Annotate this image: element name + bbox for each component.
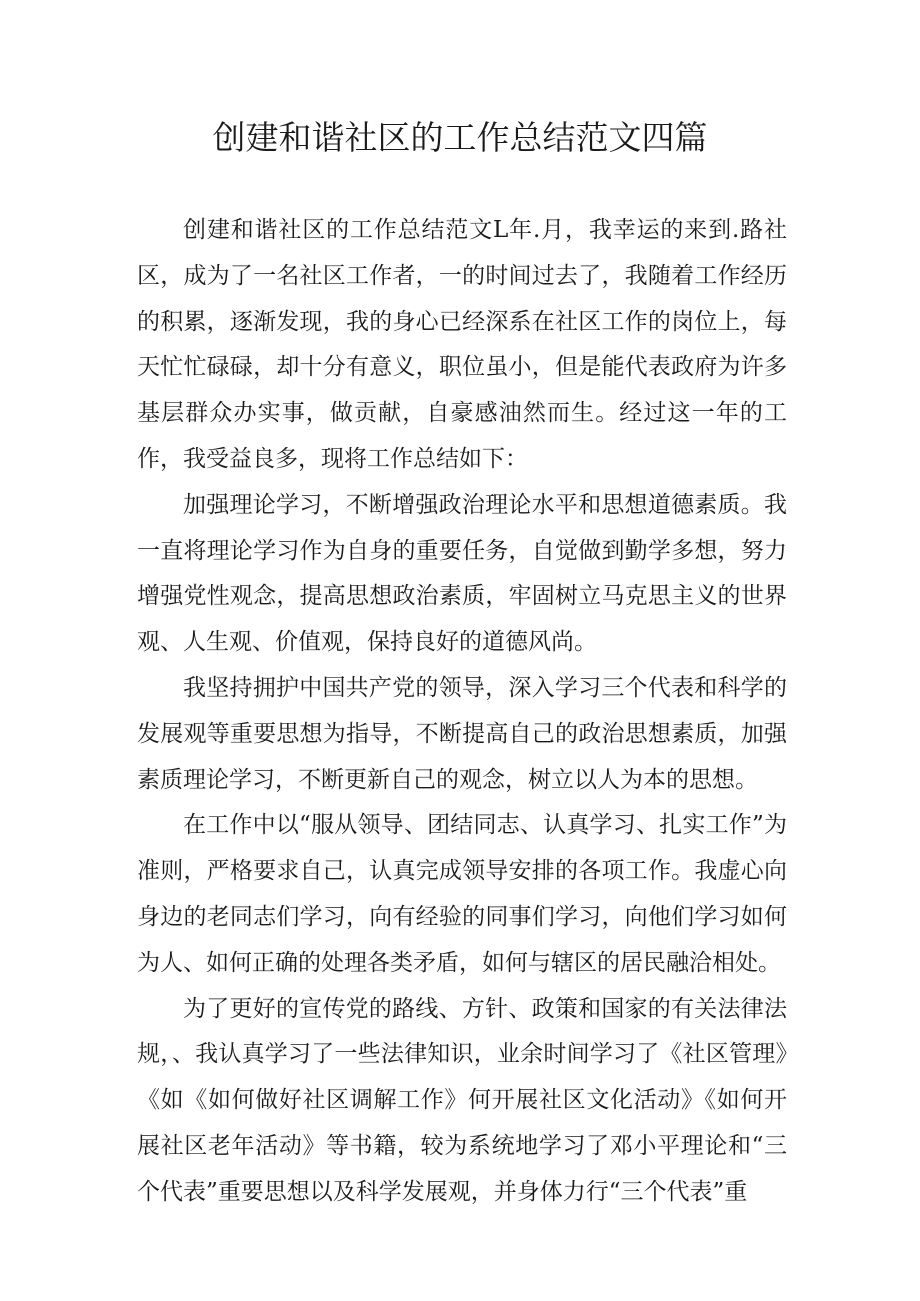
- paragraph-law-study: 为了更好的宣传党的路线、方针、政策和国家的有关法律法规，、我认真学习了一些法律知识，业余时间学习了《社区管理》《如《如何做好社区调解工作》何开展社区文化活动》《如何开展社区老年活动》等书籍，较为系统地学习了邓小平理论和“三个代表”重要思想以及科学发展观，并身体力行“三个代表”重: [137, 995, 787, 1205]
- paragraph-theory-study: 加强理论学习，不断增强政治理论水平和思想道德素质。我一直将理论学习作为自身的重要任务，自觉做到勤学多想，努力增强党性观念，提高思想政治素质，牢固树立马克思主义的世界观、人生观、价值观，保持良好的道德风尚。: [137, 491, 787, 656]
- paragraph-party-leadership: 我坚持拥护中国共产党的领导，深入学习三个代表和科学的发展观等重要思想为指导，不断提高自己的政治思想素质，加强素质理论学习，不断更新自己的观念，树立以人为本的思想。: [137, 674, 787, 793]
- document-title: 创建和谐社区的工作总结范文四篇: [212, 118, 708, 157]
- document-body: [137, 208, 787, 1216]
- paragraph-intro: 创建和谐社区的工作总结范文L年.月，我幸运的来到.路社区，成为了一名社区工作者，一的时间过去了，我随着工作经历的积累，逐渐发现，我的身心已经深系在社区工作的岗位上，每天忙忙碌碌，却十分有意义，职位虽小，但是能代表政府为许多基层群众办实事，做贡献，自豪感油然而生。经过这一年的工作，我受益良多，现将工作总结如下：: [137, 217, 787, 472]
- paragraph-work-principles: 在工作中以“服从领导、团结同志、认真学习、扎实工作”为准则，严格要求自己，认真完成领导安排的各项工作。我虚心向身边的老同志们学习，向有经验的同事们学习，向他们学习如何为人、如何正确的处理各类矛盾，如何与辖区的居民融洽相处。: [137, 812, 787, 976]
